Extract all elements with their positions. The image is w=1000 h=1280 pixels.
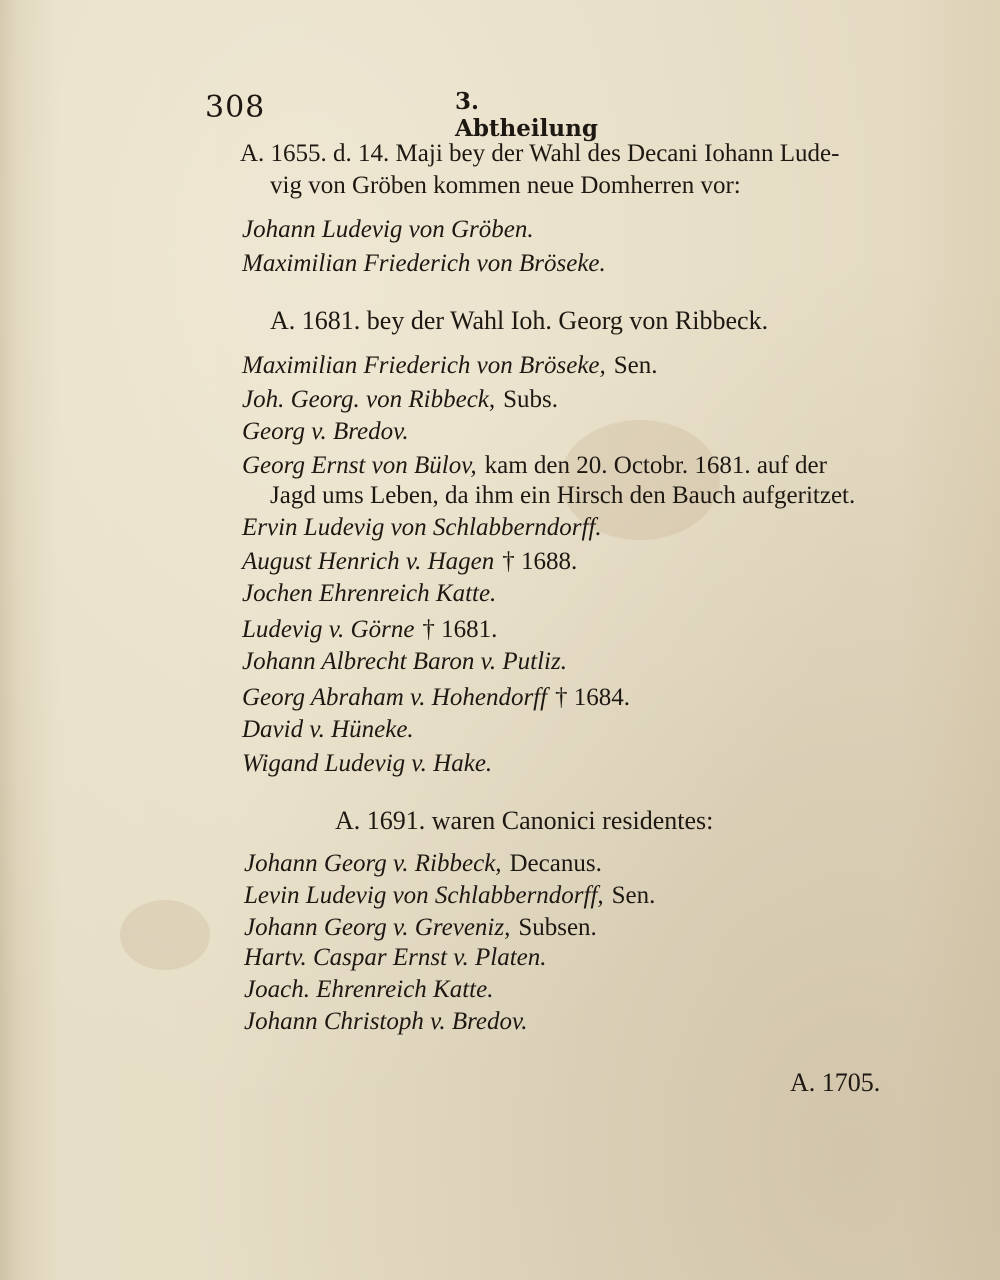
person-name: Ludevig v. Görne (242, 616, 415, 643)
person-name: Maximilian Friederich von Bröseke, (242, 352, 606, 379)
person-note: Subs. (503, 386, 558, 413)
person-name: Joh. Georg. von Ribbeck, (242, 386, 496, 413)
person-name: Levin Ludevig von Schlabberndorff, (244, 882, 604, 909)
person-note: kam den 20. Octobr. 1681. auf der (484, 452, 827, 479)
running-title: 3. Abtheilung (455, 88, 598, 142)
section-1-intro-line-1: A. 1655. d. 14. Maji bey der Wahl des Decani Iohann Lude- (240, 140, 840, 167)
death-year: † 1684. (555, 684, 631, 711)
catchword: A. 1705. (790, 1068, 881, 1097)
person-note-continued: Jagd ums Leben, da ihm ein Hirsch den Bauch aufgeritzet. (270, 482, 856, 509)
list-item (242, 682, 630, 712)
person-name: Johann Albrecht Baron v. Putliz. (242, 648, 567, 675)
person-name: Wigand Ludevig v. Hake. (242, 750, 493, 777)
section-3-heading: A. 1691. waren Canonici residentes: (335, 806, 714, 835)
list-item (242, 350, 658, 380)
person-note: Decanus. (509, 850, 602, 877)
list-item (244, 880, 655, 910)
section-2-heading: A. 1681. bey der Wahl Ioh. Georg von Ribbeck. (270, 306, 769, 335)
paper-stain (120, 900, 210, 970)
list-item (244, 912, 597, 942)
person-name: Ervin Ludevig von Schlabberndorff. (242, 514, 602, 541)
person-name: Johann Christoph v. Bredov. (244, 1008, 528, 1035)
domherr-name: Maximilian Friederich von Bröseke. (242, 250, 606, 277)
list-item (242, 450, 827, 480)
section-1-intro-line-2: vig von Gröben kommen neue Domherren vor: (270, 172, 741, 199)
list-item (242, 546, 577, 576)
list-item (242, 614, 497, 644)
person-name: Joach. Ehrenreich Katte. (244, 976, 494, 1003)
person-name: August Henrich v. Hagen (242, 548, 495, 575)
person-name: David v. Hüneke. (242, 716, 414, 743)
list-item (242, 384, 558, 414)
person-note: Subsen. (518, 914, 597, 941)
person-note: Sen. (611, 882, 656, 909)
person-name: Hartv. Caspar Ernst v. Platen. (244, 944, 547, 971)
person-name: Georg v. Bredov. (242, 418, 409, 445)
person-name: Georg Abraham v. Hohendorff (242, 684, 548, 711)
person-note: Sen. (613, 352, 658, 379)
person-name: Jochen Ehrenreich Katte. (242, 580, 497, 607)
page-number: 308 (205, 90, 266, 125)
death-year: † 1688. (502, 548, 578, 575)
person-name: Georg Ernst von Bülov, (242, 452, 477, 479)
list-item (244, 848, 602, 878)
page-header (205, 84, 625, 142)
person-name: Johann Georg v. Ribbeck, (244, 850, 502, 877)
death-year: † 1681. (422, 616, 498, 643)
person-name: Johann Georg v. Greveniz, (244, 914, 511, 941)
domherr-name: Johann Ludevig von Gröben. (242, 216, 534, 243)
